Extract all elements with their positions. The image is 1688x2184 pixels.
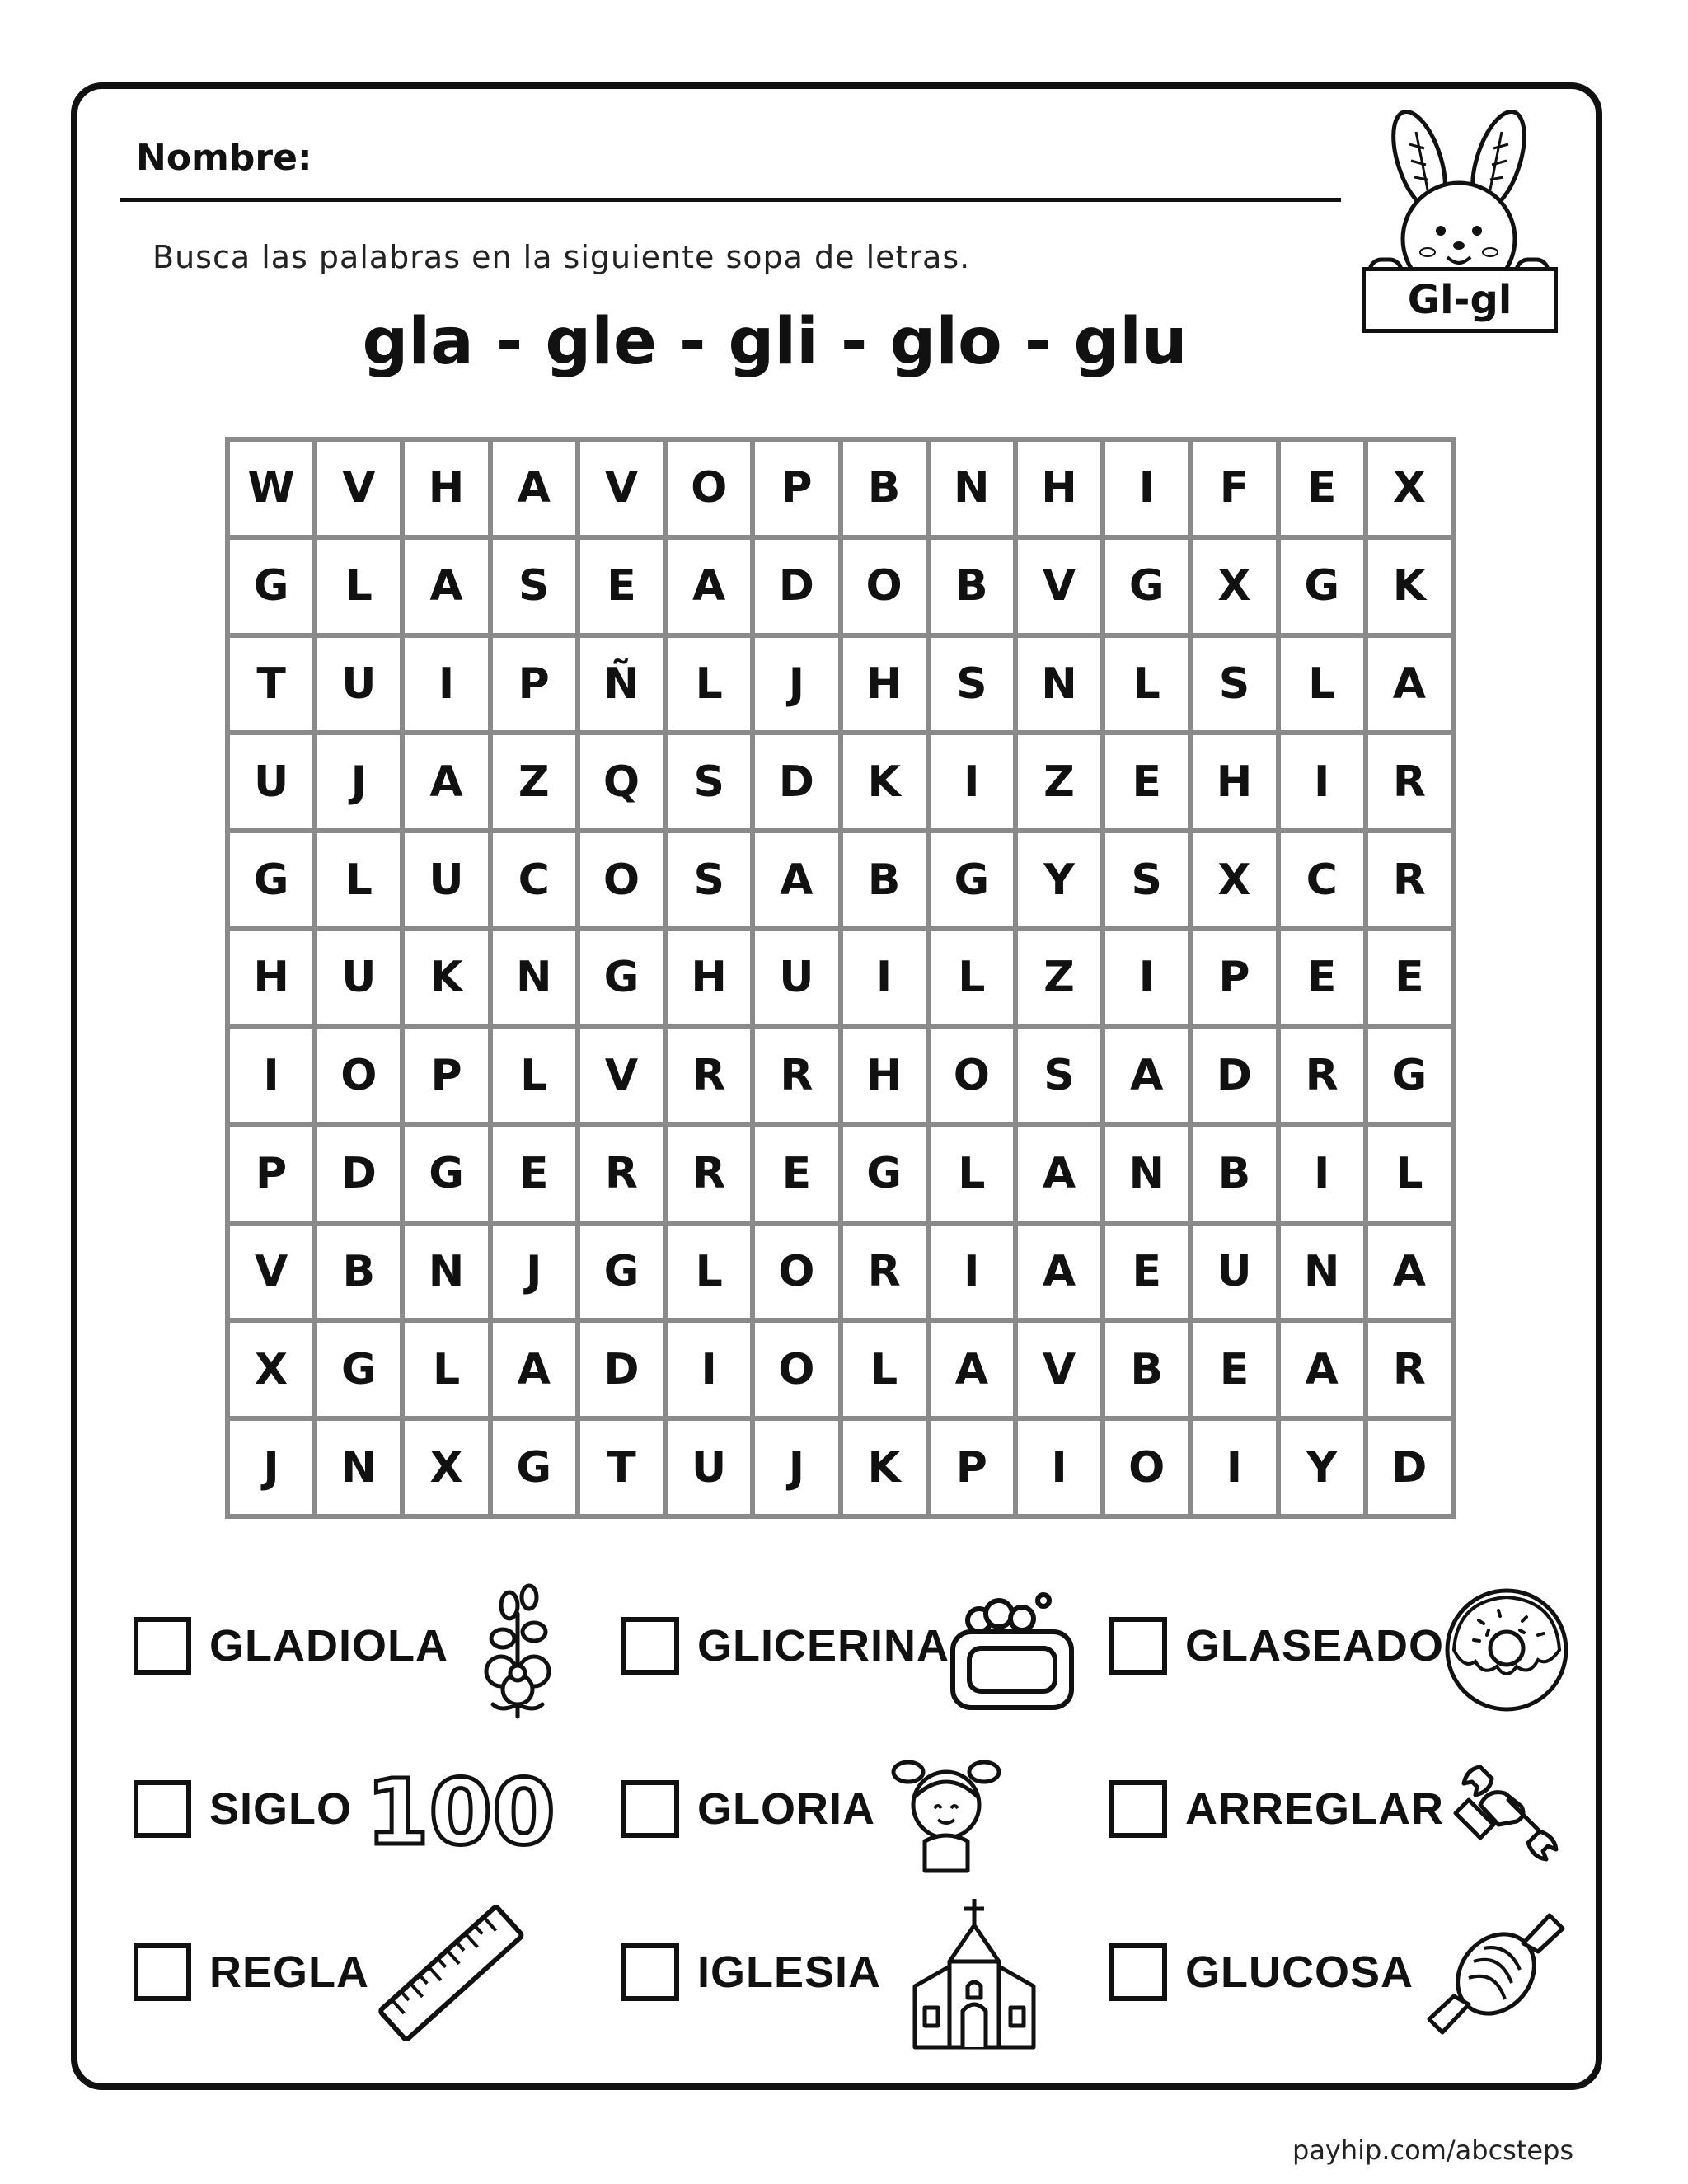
grid-cell[interactable]: A — [755, 833, 837, 926]
candy-icon — [1426, 1904, 1566, 2044]
grid-cell[interactable]: K — [405, 931, 487, 1024]
grid-cell[interactable]: C — [1281, 833, 1363, 926]
grid-cell[interactable]: S — [931, 638, 1013, 731]
footer-link[interactable]: payhip.com/abcsteps — [1292, 2135, 1574, 2166]
grid-cell[interactable]: E — [1281, 442, 1363, 535]
word-label: IGLESIA — [697, 1947, 882, 1997]
grid-cell[interactable]: G — [493, 1421, 575, 1514]
grid-cell[interactable]: S — [493, 540, 575, 633]
ruler-icon — [377, 1904, 526, 2044]
checkbox[interactable] — [134, 1943, 191, 2001]
grid-cell[interactable]: L — [668, 638, 750, 731]
grid-cell[interactable]: H — [843, 1029, 926, 1122]
grid-cell[interactable]: U — [317, 638, 400, 731]
grid-cell[interactable]: L — [493, 1029, 575, 1122]
hundred-icon: 100 — [366, 1760, 556, 1865]
grid-cell[interactable]: O — [755, 1226, 837, 1319]
grid-cell[interactable]: L — [668, 1226, 750, 1319]
checkbox[interactable] — [134, 1780, 191, 1838]
grid-cell[interactable]: U — [1193, 1226, 1275, 1319]
grid-cell[interactable]: P — [230, 1127, 312, 1221]
grid-cell[interactable]: H — [668, 931, 750, 1024]
grid-cell[interactable]: U — [668, 1421, 750, 1514]
grid-cell[interactable]: A — [405, 735, 487, 828]
grid-cell[interactable]: G — [1368, 1029, 1451, 1122]
grid-cell[interactable]: D — [1193, 1029, 1275, 1122]
checkbox[interactable] — [621, 1617, 679, 1675]
grid-cell[interactable]: L — [1105, 638, 1188, 731]
grid-cell[interactable]: I — [1193, 1421, 1275, 1514]
grid-cell[interactable]: J — [230, 1421, 312, 1514]
grid-cell[interactable]: N — [1105, 1127, 1188, 1221]
word-label: GLASEADO — [1185, 1621, 1445, 1671]
grid-cell[interactable]: F — [1193, 442, 1275, 535]
grid-cell[interactable]: E — [1105, 1226, 1188, 1319]
checkbox[interactable] — [621, 1943, 679, 2001]
grid-cell[interactable]: R — [755, 1029, 837, 1122]
grid-cell[interactable]: J — [317, 735, 400, 828]
word-label: GLICERINA — [697, 1621, 950, 1671]
word-item-glucosa — [1109, 1943, 1414, 2001]
grid-cell[interactable]: A — [405, 540, 487, 633]
grid-cell[interactable]: X — [1193, 833, 1275, 926]
grid-cell[interactable]: H — [230, 931, 312, 1024]
word-label: SIGLO — [209, 1784, 353, 1834]
grid-cell[interactable]: C — [493, 833, 575, 926]
grid-cell[interactable]: X — [230, 1323, 312, 1416]
grid-cell[interactable]: X — [1193, 540, 1275, 633]
wrench-hand-icon — [1447, 1755, 1563, 1863]
grid-cell[interactable]: U — [317, 931, 400, 1024]
grid-cell[interactable]: T — [580, 1421, 663, 1514]
grid-cell[interactable]: B — [1193, 1127, 1275, 1221]
grid-cell[interactable]: I — [931, 1226, 1013, 1319]
letter-badge: Gl-gl — [1362, 267, 1558, 333]
grid-cell[interactable]: I — [1105, 931, 1188, 1024]
grid-cell[interactable]: K — [1368, 540, 1451, 633]
word-label: GLADIOLA — [209, 1621, 448, 1671]
syllables-title: gla - gle - gli - glo - glu — [362, 305, 1188, 379]
grid-cell[interactable]: I — [230, 1029, 312, 1122]
grid-cell[interactable]: D — [1368, 1421, 1451, 1514]
soap-icon — [946, 1591, 1078, 1714]
grid-cell[interactable]: V — [317, 442, 400, 535]
grid-cell[interactable]: S — [1105, 833, 1188, 926]
grid-cell[interactable]: E — [493, 1127, 575, 1221]
grid-cell[interactable]: A — [1018, 1127, 1100, 1221]
grid-cell[interactable]: D — [580, 1323, 663, 1416]
grid-cell[interactable]: E — [755, 1127, 837, 1221]
word-label: GLUCOSA — [1185, 1947, 1414, 1997]
grid-cell[interactable]: V — [1018, 540, 1100, 633]
grid-cell[interactable]: P — [493, 638, 575, 731]
grid-cell[interactable]: I — [843, 931, 926, 1024]
grid-cell[interactable]: A — [1368, 638, 1451, 731]
grid-cell[interactable]: G — [580, 931, 663, 1024]
grid-cell[interactable]: L — [405, 1323, 487, 1416]
grid-cell[interactable]: U — [755, 931, 837, 1024]
grid-cell[interactable]: B — [843, 442, 926, 535]
grid-cell[interactable]: U — [405, 833, 487, 926]
grid-cell[interactable]: O — [931, 1029, 1013, 1122]
grid-cell[interactable]: N — [405, 1226, 487, 1319]
grid-cell[interactable]: N — [931, 442, 1013, 535]
grid-cell[interactable]: B — [1105, 1323, 1188, 1416]
grid-cell[interactable]: O — [1105, 1421, 1188, 1514]
flower-icon — [468, 1581, 567, 1721]
grid-cell[interactable]: A — [931, 1323, 1013, 1416]
grid-cell[interactable]: S — [668, 735, 750, 828]
grid-cell[interactable]: A — [1368, 1226, 1451, 1319]
grid-cell[interactable]: Y — [1281, 1421, 1363, 1514]
grid-cell[interactable]: B — [317, 1226, 400, 1319]
grid-cell[interactable]: G — [230, 540, 312, 633]
grid-cell[interactable]: E — [1281, 931, 1363, 1024]
grid-cell[interactable]: S — [1193, 638, 1275, 731]
donut-icon — [1441, 1584, 1573, 1716]
grid-cell[interactable]: G — [1105, 540, 1188, 633]
word-item-gloria — [621, 1780, 875, 1838]
grid-cell[interactable]: A — [668, 540, 750, 633]
checkbox[interactable] — [134, 1617, 191, 1675]
grid-cell[interactable]: I — [931, 735, 1013, 828]
grid-cell[interactable]: A — [1105, 1029, 1188, 1122]
grid-cell[interactable]: V — [580, 442, 663, 535]
grid-cell[interactable]: H — [1193, 735, 1275, 828]
grid-cell[interactable]: A — [1281, 1323, 1363, 1416]
grid-cell[interactable]: E — [580, 540, 663, 633]
grid-cell[interactable]: O — [755, 1323, 837, 1416]
grid-cell[interactable]: V — [230, 1226, 312, 1319]
grid-cell[interactable]: R — [1368, 735, 1451, 828]
grid-cell[interactable]: N — [493, 931, 575, 1024]
grid-cell[interactable]: H — [405, 442, 487, 535]
grid-cell[interactable]: V — [1018, 1323, 1100, 1416]
word-label: GLORIA — [697, 1784, 875, 1834]
grid-cell[interactable]: E — [1368, 931, 1451, 1024]
grid-cell[interactable]: A — [1018, 1226, 1100, 1319]
grid-cell[interactable]: N — [1018, 638, 1100, 731]
grid-cell[interactable]: L — [931, 1127, 1013, 1221]
grid-cell[interactable]: I — [1281, 1127, 1363, 1221]
word-item-iglesia — [621, 1943, 881, 2001]
checkbox[interactable] — [1109, 1943, 1167, 2001]
grid-cell[interactable]: E — [1193, 1323, 1275, 1416]
grid-cell[interactable]: I — [1281, 735, 1363, 828]
grid-cell[interactable]: P — [755, 442, 837, 535]
grid-cell[interactable]: O — [317, 1029, 400, 1122]
grid-cell[interactable]: E — [1105, 735, 1188, 828]
name-label: Nombre: — [136, 137, 312, 179]
grid-cell[interactable]: R — [1281, 1029, 1363, 1122]
grid-cell[interactable]: J — [493, 1226, 575, 1319]
word-item-glaseado — [1109, 1617, 1444, 1675]
word-item-gladiola — [134, 1617, 448, 1675]
church-icon — [908, 1896, 1040, 2052]
grid-cell[interactable]: S — [668, 833, 750, 926]
grid-cell[interactable]: G — [1281, 540, 1363, 633]
grid-cell[interactable]: Q — [580, 735, 663, 828]
grid-cell[interactable]: B — [931, 540, 1013, 633]
grid-cell[interactable]: Z — [1018, 735, 1100, 828]
grid-cell[interactable]: I — [1105, 442, 1188, 535]
grid-cell[interactable]: Ñ — [580, 638, 663, 731]
grid-cell[interactable]: L — [1281, 638, 1363, 731]
grid-cell[interactable]: R — [668, 1127, 750, 1221]
grid-cell[interactable]: H — [1018, 442, 1100, 535]
grid-cell[interactable]: L — [931, 931, 1013, 1024]
grid-cell[interactable]: X — [1368, 442, 1451, 535]
grid-cell[interactable]: H — [843, 638, 926, 731]
grid-cell[interactable]: L — [317, 833, 400, 926]
grid-cell[interactable]: D — [755, 540, 837, 633]
grid-cell[interactable]: P — [405, 1029, 487, 1122]
name-input-line[interactable] — [120, 198, 1341, 202]
grid-cell[interactable]: J — [755, 638, 837, 731]
grid-cell[interactable]: I — [1018, 1421, 1100, 1514]
checkbox[interactable] — [1109, 1617, 1167, 1675]
grid-cell[interactable]: N — [1281, 1226, 1363, 1319]
grid-cell[interactable]: Z — [1018, 931, 1100, 1024]
word-item-regla — [134, 1943, 369, 2001]
grid-cell[interactable]: B — [843, 833, 926, 926]
word-label: REGLA — [209, 1947, 369, 1997]
grid-cell[interactable]: Z — [493, 735, 575, 828]
grid-cell[interactable]: G — [931, 833, 1013, 926]
instruction-text: Busca las palabras en la siguiente sopa de letras. — [152, 239, 971, 275]
girl-icon — [889, 1750, 1004, 1874]
grid-cell[interactable]: O — [843, 540, 926, 633]
grid-cell[interactable]: R — [843, 1226, 926, 1319]
grid-cell[interactable]: L — [843, 1323, 926, 1416]
grid-cell[interactable]: R — [1368, 833, 1451, 926]
grid-cell[interactable]: N — [317, 1421, 400, 1514]
word-item-glicerina — [621, 1617, 950, 1675]
grid-cell[interactable]: G — [580, 1226, 663, 1319]
grid-cell[interactable]: X — [405, 1421, 487, 1514]
grid-cell[interactable]: G — [405, 1127, 487, 1221]
grid-cell[interactable]: U — [230, 735, 312, 828]
word-label: ARREGLAR — [1185, 1784, 1444, 1834]
checkbox[interactable] — [1109, 1780, 1167, 1838]
grid-cell[interactable]: Y — [1018, 833, 1100, 926]
grid-cell[interactable]: W — [230, 442, 312, 535]
word-item-arreglar — [1109, 1780, 1444, 1838]
grid-cell[interactable]: D — [755, 735, 837, 828]
grid-cell[interactable]: V — [580, 1029, 663, 1122]
grid-cell[interactable]: K — [843, 735, 926, 828]
grid-cell[interactable]: G — [843, 1127, 926, 1221]
grid-cell[interactable]: G — [230, 833, 312, 926]
grid-cell[interactable]: I — [405, 638, 487, 731]
grid-cell[interactable]: A — [493, 1323, 575, 1416]
grid-cell[interactable]: D — [317, 1127, 400, 1221]
grid-cell[interactable]: O — [668, 442, 750, 535]
word-search-grid — [225, 437, 1456, 1519]
grid-cell[interactable]: G — [317, 1323, 400, 1416]
grid-cell[interactable]: O — [580, 833, 663, 926]
grid-cell[interactable]: J — [755, 1421, 837, 1514]
grid-cell[interactable]: R — [580, 1127, 663, 1221]
grid-cell[interactable]: R — [668, 1029, 750, 1122]
grid-cell[interactable]: L — [317, 540, 400, 633]
grid-cell[interactable]: P — [931, 1421, 1013, 1514]
grid-cell[interactable]: T — [230, 638, 312, 731]
grid-cell[interactable]: S — [1018, 1029, 1100, 1122]
grid-cell[interactable]: L — [1368, 1127, 1451, 1221]
grid-cell[interactable]: P — [1193, 931, 1275, 1024]
grid-cell[interactable]: R — [1368, 1323, 1451, 1416]
word-item-siglo — [134, 1780, 352, 1838]
grid-cell[interactable]: I — [668, 1323, 750, 1416]
grid-cell[interactable]: A — [493, 442, 575, 535]
checkbox[interactable] — [621, 1780, 679, 1838]
grid-cell[interactable]: K — [843, 1421, 926, 1514]
